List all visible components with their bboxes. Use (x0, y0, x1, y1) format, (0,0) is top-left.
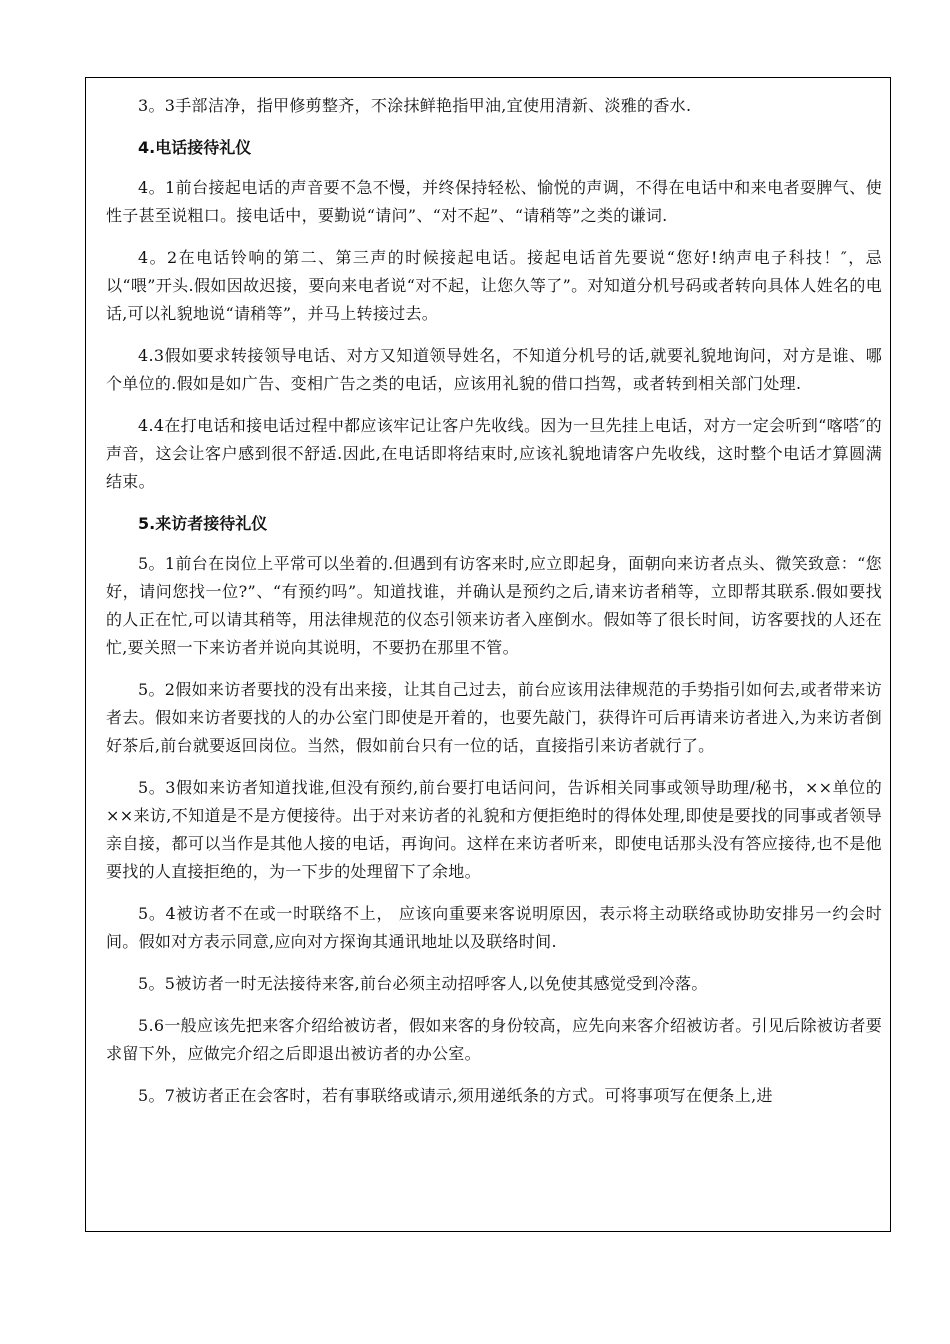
paragraph-5-6: 5.6一般应该先把来客介绍给被访者，假如来客的身份较高，应先向来客介绍被访者。引见后除被访者要求留下外，应做完介绍之后即退出被访者的办公室。 (106, 1016, 882, 1063)
paragraph-5-7: 5。7被访者正在会客时，若有事联络或请示,须用递纸条的方式。可将事项写在便条上,进 (138, 1086, 773, 1105)
document-table-cell (85, 77, 891, 1232)
paragraph-4-1: 4。1前台接起电话的声音要不急不慢，并终保持轻松、愉悦的声调，不得在电话中和来电者耍脾气、使性子甚至说粗口。接电话中，要勤说“请问”、“对不起”、“请稍等”之类的谦词. (106, 178, 882, 225)
section-heading-phone-etiquette: 4.电话接待礼仪 (138, 138, 252, 157)
paragraph-5-1: 5。1前台在岗位上平常可以坐着的.但遇到有访客来时,应立即起身，面朝向来访者点头、微笑致意：“您好，请问您找一位?”、“有预约吗”。知道找谁，并确认是预约之后,请来访者稍等，立即帮其联系.假如要找的人正在忙,可以请其稍等，用法律规范的仪态引领来访者入座倒水。假如等了很长时间，访客要找的人还在忙,要关照一下来访者并说向其说明，不要扔在那里不管。 (106, 554, 882, 657)
paragraph-5-4: 5。4被访者不在或一时联络不上， 应该向重要来客说明原因，表示将主动联络或协助安排另一约会时间。假如对方表示同意,应向对方探询其通讯地址以及联络时间. (106, 904, 882, 951)
paragraph-5-2: 5。2假如来访者要找的没有出来接，让其自己过去，前台应该用法律规范的手势指引如何去,或者带来访者去。假如来访者要找的人的办公室门即使是开着的，也要先敲门，获得许可后再请来访者进入,为来访者倒好茶后,前台就要返回岗位。当然，假如前台只有一位的话，直接指引来访者就行了。 (106, 680, 882, 755)
paragraph-4-3: 4.3假如要求转接领导电话、对方又知道领导姓名，不知道分机号的话,就要礼貌地询问，对方是谁、哪个单位的.假如是如广告、变相广告之类的电话，应该用礼貌的借口挡驾，或者转到相关部门处理. (106, 346, 882, 393)
document-body (86, 78, 890, 1110)
paragraph-4-4: 4.4在打电话和接电话过程中都应该牢记让客户先收线。因为一旦先挂上电话，对方一定会听到“喀嗒″的声音，这会让客户感到很不舒适.因此,在电话即将结束时,应该礼貌地请客户先收线，这时整个电话才算圆满结束。 (106, 416, 882, 491)
paragraph-5-5: 5。5被访者一时无法接待来客,前台必须主动招呼客人,以免使其感觉受到冷落。 (138, 974, 708, 993)
paragraph-5-3: 5。3假如来访者知道找谁,但没有预约,前台要打电话问问，告诉相关同事或领导助理/秘书，××单位的××来访,不知道是不是方便接待。出于对来访者的礼貌和方便拒绝时的得体处理,即使是要找的同事或者领导亲自接，都可以当作是其他人接的电话，再询问。这样在来访者听来，即使电话那头没有答应接待,也不是他要找的人直接拒绝的，为一下步的处理留下了余地。 (106, 778, 882, 881)
section-heading-visitor-etiquette: 5.来访者接待礼仪 (138, 514, 268, 533)
paragraph-3-3: 3。3手部洁净，指甲修剪整齐，不涂抹鲜艳指甲油,宜使用清新、淡雅的香水. (138, 96, 692, 115)
paragraph-4-2: 4。2在电话铃响的第二、第三声的时候接起电话。接起电话首先要说“您好!纳声电子科技！″，忌以“喂”开头.假如因故迟接，要向来电者说“对不起，让您久等了”。对知道分机号码或者转向具体人姓名的电话,可以礼貌地说“请稍等”，并马上转接过去。 (106, 248, 882, 323)
